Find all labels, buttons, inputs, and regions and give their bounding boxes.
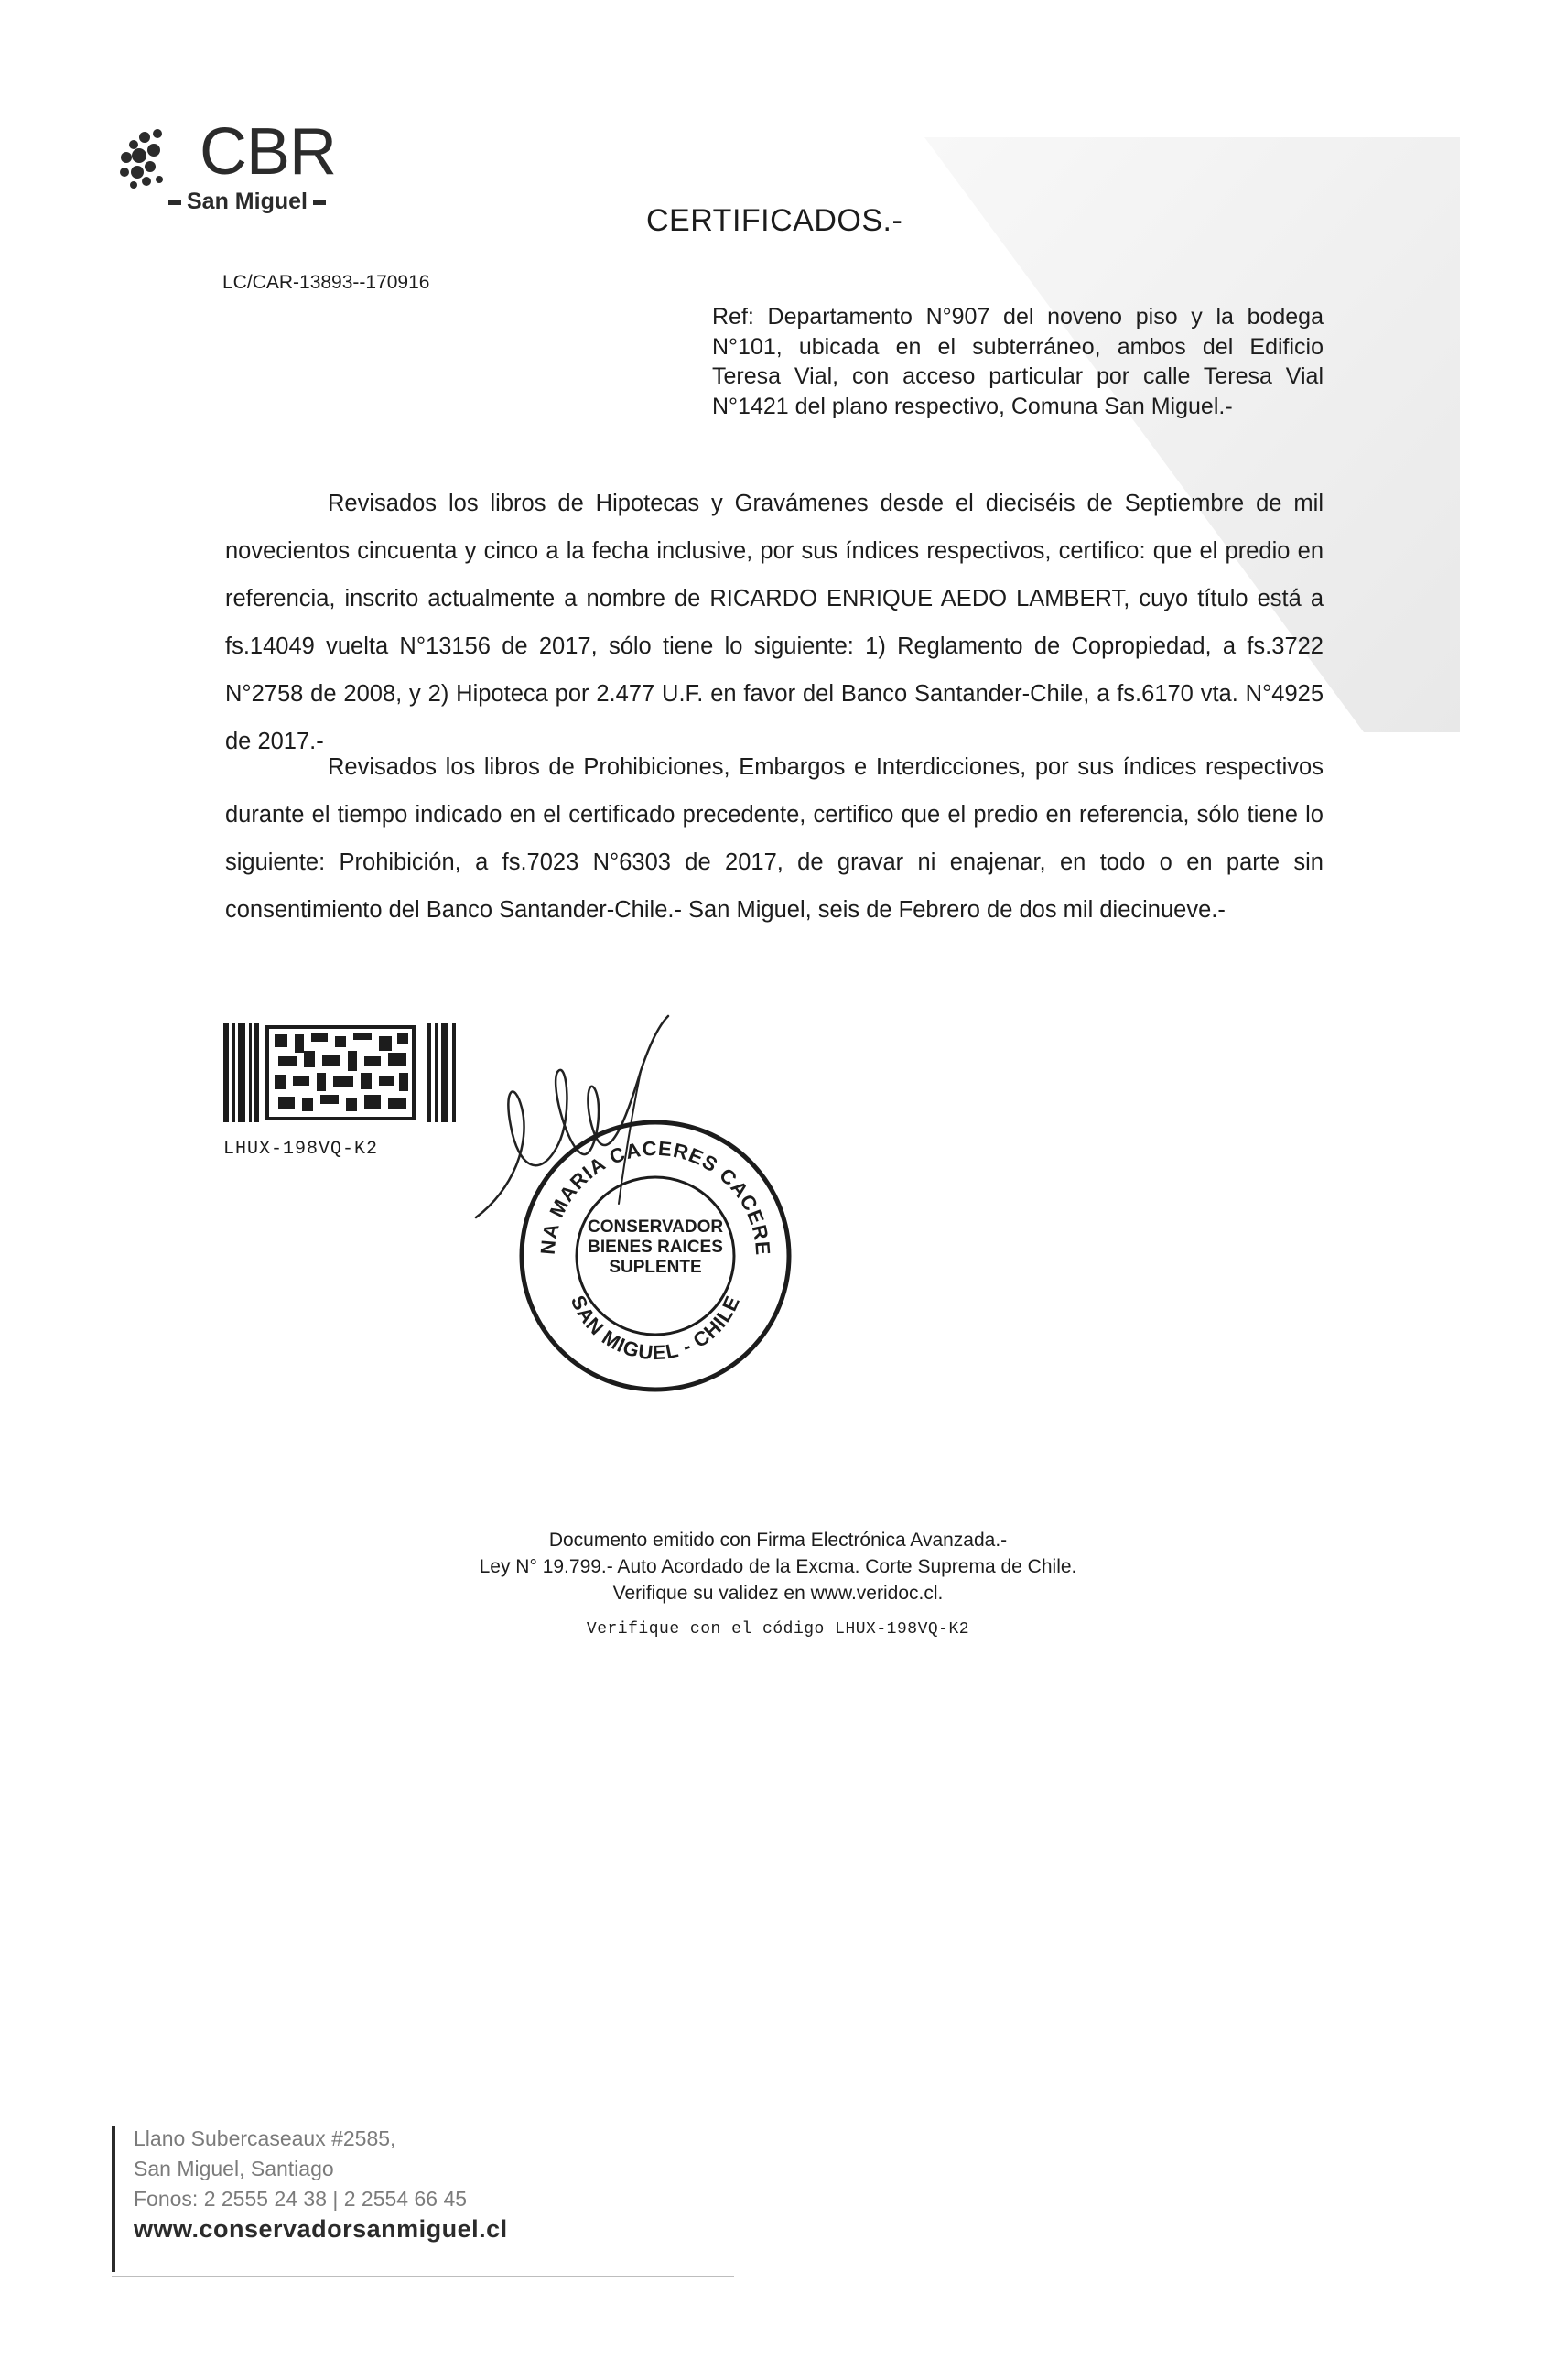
paragraph-1-text: Revisados los libros de Hipotecas y Gravámenes desde el dieciséis de Septiembre de mil novecientos cincuenta y cinco a la fecha inclusive, por sus índices respectivos, certifico: que el predio en referencia, inscrito actualmente a nombre de RICARDO ENRIQUE AEDO LAMBERT, cuyo título está a fs.14049 vuelta N°13156 de 2017, sólo tiene lo siguiente: 1) Reglamento de Copropiedad, a fs.3722 N°2758 de 2008, y 2) Hipoteca por 2.477 U.F. en favor del Banco Santander-Chile, a fs.6170 vta. N°4925 de 2017.- — [225, 491, 1324, 754]
document-title: CERTIFICADOS.- — [646, 203, 903, 238]
seal-line-3: SUPLENTE — [609, 1258, 702, 1277]
statement-line-3: Verifique su validez en www.veridoc.cl. — [612, 1583, 944, 1604]
seal-ring-bottom: SAN MIGUEL - CHILE — [566, 1292, 745, 1365]
seal-ring-top: NA MARIA CACERES CACERE — [535, 1136, 775, 1257]
seal-line-2: BIENES RAICES — [588, 1238, 723, 1257]
notary-seal — [518, 1119, 793, 1393]
contact-phones: Fonos: 2 2555 24 38 | 2 2554 66 45 — [134, 2187, 468, 2211]
document-barcode — [223, 1023, 458, 1122]
cbr-logo — [115, 117, 408, 218]
mortgage-certificate-paragraph — [225, 480, 1324, 765]
paragraph-2-text: Revisados los libros de Prohibiciones, Embargos e Interdicciones, por sus índices respectivos durante el tiempo indicado en el certificado precedente, certifico que el predio en referencia, sólo tiene lo siguiente: Prohibición, a fs.7023 N°6303 de 2017, de gravar ni enajenar, en todo o en parte sin consentimiento del Banco Santander-Chile.- San Miguel, seis de Febrero de dos mil diecinueve.- — [225, 754, 1324, 923]
barcode-code: LHUX-198VQ-K2 — [223, 1139, 379, 1160]
logo-abbreviation: CBR — [200, 115, 337, 189]
bottom-rule — [112, 2276, 734, 2277]
contact-address: Llano Subercaseaux #2585, — [134, 2126, 396, 2150]
electronic-signature-statement — [275, 1527, 1281, 1606]
cbr-logo-mark-icon — [115, 124, 198, 198]
seal-center — [588, 1217, 723, 1278]
statement-line-1: Documento emitido con Firma Electrónica Avanzada.- — [548, 1530, 1008, 1551]
certificate-code: LC/CAR-13893--170916 — [222, 272, 430, 293]
logo-location: San Miguel — [163, 189, 331, 215]
contact-city: San Miguel, Santiago — [134, 2157, 334, 2180]
statement-line-2: Ley N° 19.799.- Auto Acordado de la Excma. Corte Suprema de Chile. — [479, 1556, 1077, 1577]
contact-divider — [112, 2126, 115, 2272]
seal-line-1: CONSERVADOR — [588, 1217, 724, 1237]
property-reference: Ref: Departamento N°907 del noveno piso y la bodega N°101, ubicada en el subterráneo, ambos del Edificio Teresa Vial, con acceso particular por calle Teresa Vial N°1421 del plano respectivo, Comuna San Miguel.- — [712, 304, 1324, 419]
verification-code-line: Verifique con el código LHUX-198VQ-K2 — [586, 1620, 970, 1639]
prohibitions-certificate-paragraph — [225, 743, 1324, 934]
contact-website: www.conservadorsanmiguel.cl — [134, 2215, 508, 2243]
contact-block — [134, 2124, 508, 2245]
